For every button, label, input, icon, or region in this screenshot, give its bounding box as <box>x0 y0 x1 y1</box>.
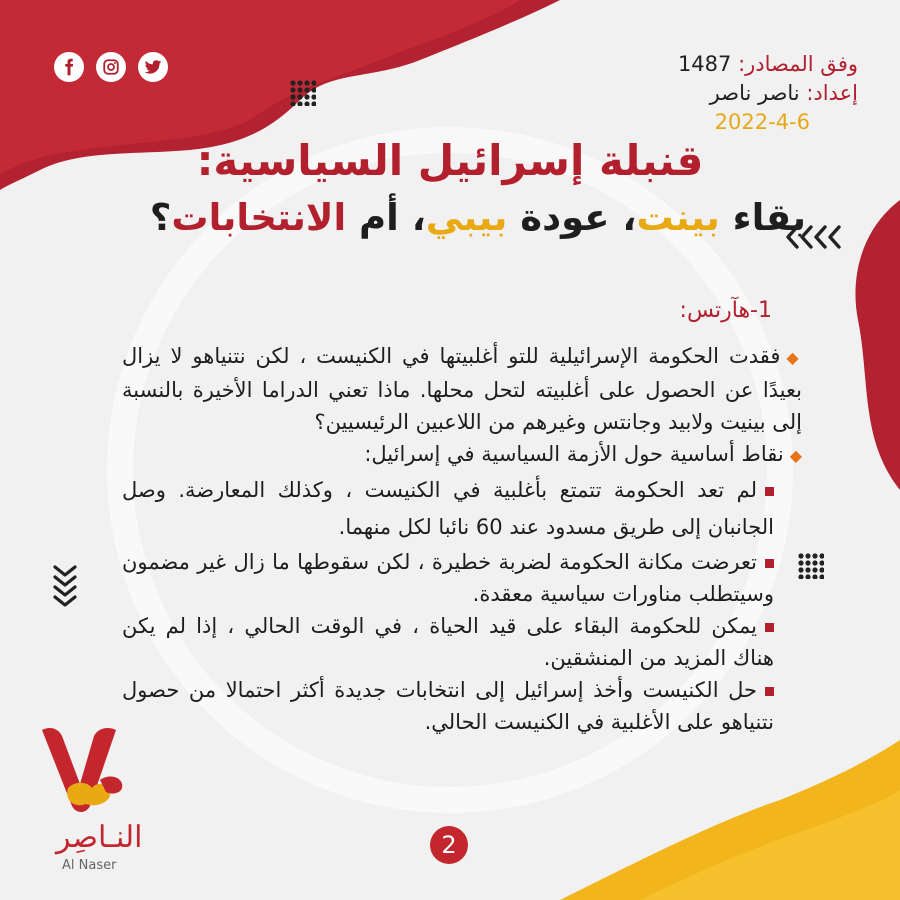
twitter-icon[interactable] <box>138 52 168 82</box>
chevrons-left-icon <box>785 224 851 250</box>
square-bullet-icon <box>765 687 774 696</box>
subtitle-part: ، عودة <box>520 196 637 239</box>
sources-label: وفق المصادر: <box>738 52 858 76</box>
page-number: 2 <box>430 826 468 864</box>
square-bullet-icon <box>765 623 774 632</box>
square-bullet-icon <box>765 559 774 568</box>
subtitle <box>150 196 806 239</box>
subtitle-highlight: الانتخابات <box>171 196 347 239</box>
list-item-text: تعرضت مكانة الحكومة لضربة خطيرة ، لكن سقوطها ما زال غير مضمون وسيتطلب مناورات سياسية معقدة. <box>122 550 774 606</box>
list-item-text: يمكن للحكومة البقاء على قيد الحياة ، في الوقت الحالي ، إذا لم يكن هناك المزيد من المنشقين. <box>122 614 774 670</box>
list-item <box>122 546 802 610</box>
subtitle-part: بقاء <box>732 196 806 239</box>
section-heading: 1-هآرتس: <box>679 298 772 323</box>
paragraph-text: نقاط أساسية حول الأزمة السياسية في إسرائيل: <box>364 442 784 466</box>
meta-info <box>538 50 858 137</box>
subtitle-highlight: بينت <box>636 196 720 239</box>
logo-english: Al Naser <box>62 858 117 873</box>
diamond-bullet-icon: ◆ <box>789 446 802 465</box>
list-item <box>122 674 802 738</box>
subtitle-highlight: بيبي <box>425 196 508 239</box>
sources-value: 1487 <box>677 52 732 76</box>
v-logo-icon <box>36 722 146 822</box>
paragraph <box>122 438 802 472</box>
chevrons-down-icon <box>52 564 78 612</box>
date: 2022-4-6 <box>714 110 810 134</box>
logo-arabic: النـاصِر <box>56 820 143 855</box>
prepared-line <box>538 79 858 108</box>
paragraph <box>122 340 802 438</box>
article-body <box>122 340 802 738</box>
subtitle-part: ، أم <box>359 196 426 239</box>
subtitle-part: ؟ <box>149 196 172 239</box>
prepared-value: ناصر ناصر <box>709 81 800 105</box>
dots-decoration <box>290 80 316 106</box>
list-item <box>122 472 802 546</box>
paragraph-text: فقدت الحكومة الإسرائيلية للتو أغلبيتها في الكنيست ، لكن نتنياهو لا يزال بعيدًا عن الحصول على أغلبيته لتحل محلها. ماذا تعني الدراما الأخيرة بالنسبة إلى بينيت ولابيد وجانتس وغيرهم من اللاعبين الرئيسيين؟ <box>122 344 802 434</box>
prepared-label: إعداد: <box>806 81 858 105</box>
instagram-icon[interactable] <box>96 52 126 82</box>
square-bullet-icon <box>765 487 774 496</box>
list-item-text: لم تعد الحكومة تتمتع بأغلبية في الكنيست ، وكذلك المعارضة. وصل الجانبان إلى طريق مسدود عند 60 نائبا لكل منهما. <box>122 478 774 539</box>
social-icons <box>54 52 168 82</box>
facebook-icon[interactable] <box>54 52 84 82</box>
main-title: قنبلة إسرائيل السياسية: <box>196 136 704 185</box>
diamond-bullet-icon: ◆ <box>786 348 802 367</box>
sources-line <box>538 50 858 79</box>
list-item <box>122 610 802 674</box>
list-item-text: حل الكنيست وأخذ إسرائيل إلى انتخابات جديدة أكثر احتمالا من حصول نتنياهو على الأغلبية في الكنيست الحالي. <box>122 678 774 734</box>
